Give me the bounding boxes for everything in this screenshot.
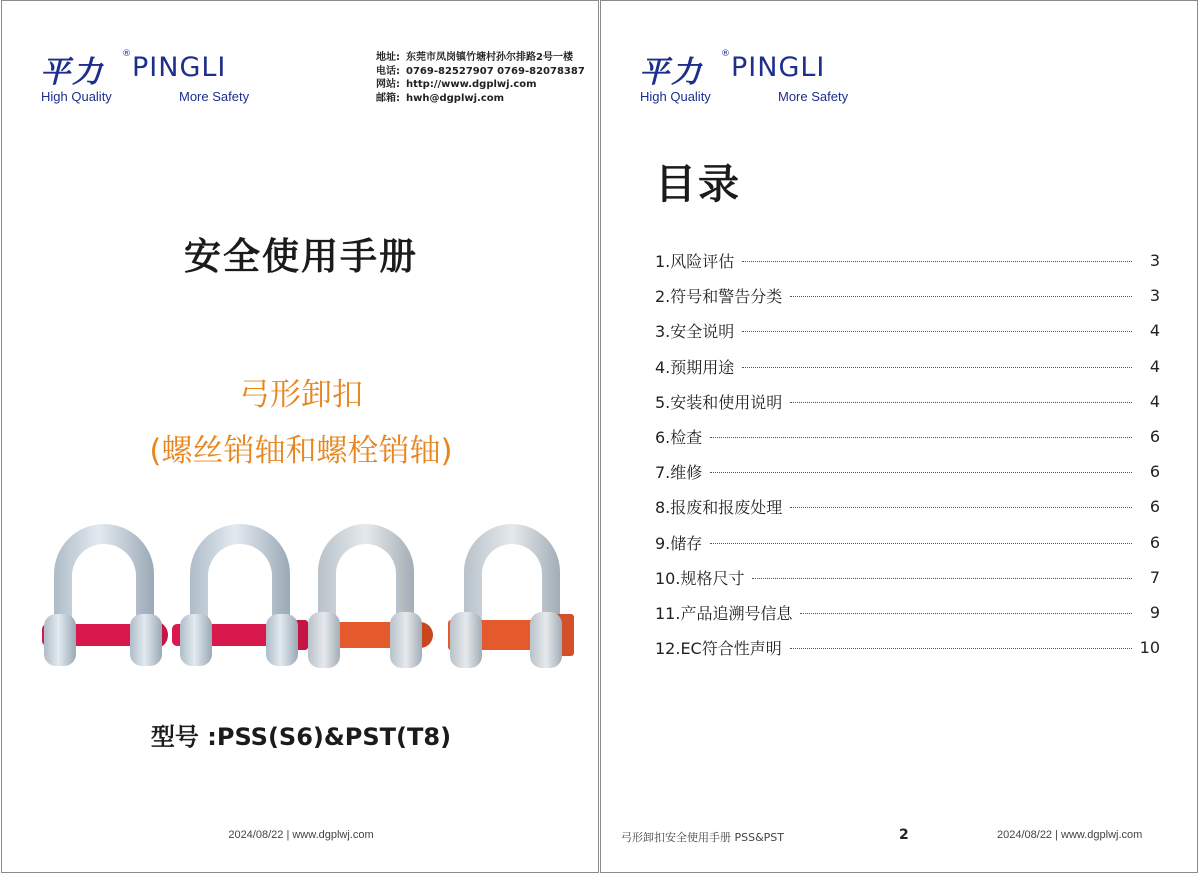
shackle-1-screw-pin-red xyxy=(42,524,168,666)
cover-page xyxy=(1,0,599,873)
manual-title: 安全使用手册 xyxy=(184,235,418,278)
shackle-product-photo xyxy=(32,514,577,674)
product-name: 弓形卸扣 xyxy=(239,377,363,413)
contact-email: 邮箱: hwh@dgplwj.com xyxy=(376,92,505,104)
pingli-logo xyxy=(639,47,869,107)
footer-date-site: 2024/08/22 | www.dgplwj.com xyxy=(997,829,1143,841)
logo-tagline-right: More Safety xyxy=(778,89,849,104)
contact-block xyxy=(376,51,585,105)
toc-list xyxy=(655,243,1160,665)
logo-tagline-left: High Quality xyxy=(640,89,711,104)
toc-entry[interactable]: 6.检查 6 xyxy=(655,427,1160,448)
toc-page xyxy=(600,0,1198,873)
product-variant: (螺丝销轴和螺栓销轴) xyxy=(149,433,453,469)
logo-chinese: 平力 xyxy=(639,55,703,90)
toc-entry[interactable]: 7.维修 6 xyxy=(655,462,1160,483)
logo-tagline-left: High Quality xyxy=(41,89,112,104)
toc-entry[interactable]: 4.预期用途 4 xyxy=(655,356,1160,377)
cover-footer: 2024/08/22 | www.dgplwj.com xyxy=(228,829,374,841)
toc-entry[interactable]: 1.风险评估 3 xyxy=(655,251,1160,272)
toc-entry[interactable]: 9.储存 6 xyxy=(655,532,1160,553)
toc-entry[interactable]: 2.符号和警告分类 3 xyxy=(655,286,1160,307)
shackle-4-bolt-pin-orange xyxy=(448,524,574,668)
logo-registered-mark: ® xyxy=(721,49,730,59)
toc-entry[interactable]: 8.报废和报废处理 6 xyxy=(655,497,1160,518)
contact-phone: 电话: 0769-82527907 0769-82078387 xyxy=(376,65,585,77)
model-number: 型号 :PSS(S6)&PST(T8) xyxy=(150,723,452,751)
toc-entry[interactable]: 3.安全说明 4 xyxy=(655,321,1160,342)
toc-entry[interactable]: 12.EC符合性声明 10 xyxy=(655,638,1160,659)
contact-address: 地址: 东莞市凤岗镇竹塘村孙尔排路2号一楼 xyxy=(376,52,573,63)
footer-page-number: 2 xyxy=(899,827,909,843)
toc-entry[interactable]: 11.产品追溯号信息 9 xyxy=(655,602,1160,623)
footer-document-name: 弓形卸扣安全使用手册 PSS&PST xyxy=(621,831,785,844)
logo-english: PINGLI xyxy=(132,52,227,83)
logo-tagline-right: More Safety xyxy=(179,89,250,104)
shackle-2-bolt-pin-red xyxy=(172,524,308,666)
toc-heading: 目录 xyxy=(655,160,741,208)
toc-entry[interactable]: 10.规格尺寸 7 xyxy=(655,567,1160,588)
logo-registered-mark: ® xyxy=(122,49,131,59)
pingli-logo xyxy=(40,47,270,107)
toc-entry[interactable]: 5.安装和使用说明 4 xyxy=(655,391,1160,412)
shackle-3-screw-pin-orange xyxy=(308,524,433,668)
logo-chinese: 平力 xyxy=(40,55,104,90)
logo-english: PINGLI xyxy=(731,52,826,83)
contact-website: 网站: http://www.dgplwj.com xyxy=(376,79,537,90)
